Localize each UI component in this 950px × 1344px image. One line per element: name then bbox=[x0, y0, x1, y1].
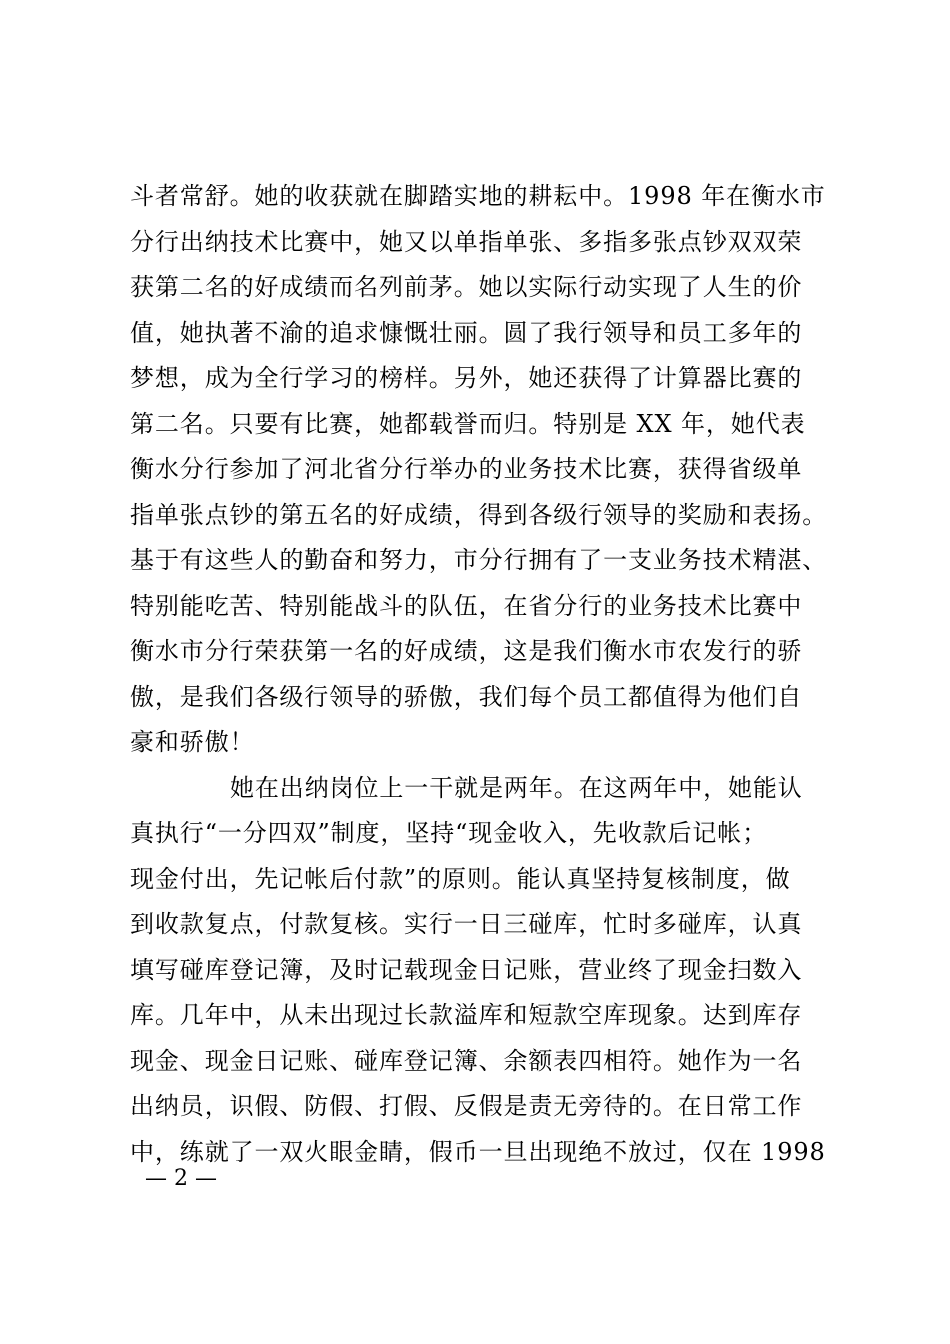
text-line: 梦想，成为全行学习的榜样。另外，她还获得了计算器比赛的 bbox=[130, 364, 803, 392]
text-line: 获第二名的好成绩而名列前茅。她以实际行动实现了人生的价 bbox=[130, 273, 803, 301]
text-line: 豪和骄傲！ bbox=[130, 728, 255, 756]
text-line: 衡水市分行荣获第一名的好成绩，这是我们衡水市农发行的骄 bbox=[130, 637, 803, 665]
text-line: 中，练就了一双火眼金睛，假币一旦出现绝不放过，仅在 1998 bbox=[130, 1137, 826, 1166]
paragraph-start-line: 她在出纳岗位上一干就是两年。在这两年中，她能认 bbox=[230, 773, 803, 802]
page-number: — 2 — bbox=[145, 1166, 217, 1191]
text-line: 到收款复点，付款复核。实行一日三碰库，忙时多碰库，认真 bbox=[130, 910, 803, 938]
text-line: 傲，是我们各级行领导的骄傲，我们每个员工都值得为他们自 bbox=[130, 682, 803, 711]
text-line: 库。几年中，从未出现过长款溢库和短款空库现象。达到库存 bbox=[130, 1001, 803, 1029]
text-line: 分行出纳技术比赛中，她又以单指单张、多指多张点钞双双荣 bbox=[130, 227, 803, 256]
text-line: 衡水分行参加了河北省分行举办的业务技术比赛，获得省级单 bbox=[130, 455, 803, 483]
text-line: 现金付出，先记帐后付款”的原则。能认真坚持复核制度，做 bbox=[130, 864, 791, 893]
body-text bbox=[130, 174, 830, 1175]
text-line: 填写碰库登记簿，及时记载现金日记账，营业终了现金扫数入 bbox=[130, 955, 803, 984]
text-line: 斗者常舒。她的收获就在脚踏实地的耕耘中。1998 年在衡水市 bbox=[130, 182, 826, 210]
text-line: 现金、现金日记账、碰库登记簿、余额表四相符。她作为一名 bbox=[130, 1046, 803, 1075]
text-line: 特别能吃苦、特别能战斗的队伍，在省分行的业务技术比赛中 bbox=[130, 591, 803, 620]
text-line: 值，她执著不渝的追求慷慨壮丽。圆了我行领导和员工多年的 bbox=[130, 318, 803, 347]
text-line: 基于有这些人的勤奋和努力，市分行拥有了一支业务技术精湛、 bbox=[130, 546, 828, 574]
text-line: 出纳员，识假、防假、打假、反假是责无旁待的。在日常工作 bbox=[130, 1092, 803, 1120]
text-line: 第二名。只要有比赛，她都载誉而归。特别是 XX 年，她代表 bbox=[130, 409, 806, 438]
text-line: 指单张点钞的第五名的好成绩，得到各级行领导的奖励和表扬。 bbox=[130, 500, 828, 529]
text-line: 真执行“一分四双”制度，坚持“现金收入，先收款后记帐； bbox=[130, 819, 768, 847]
